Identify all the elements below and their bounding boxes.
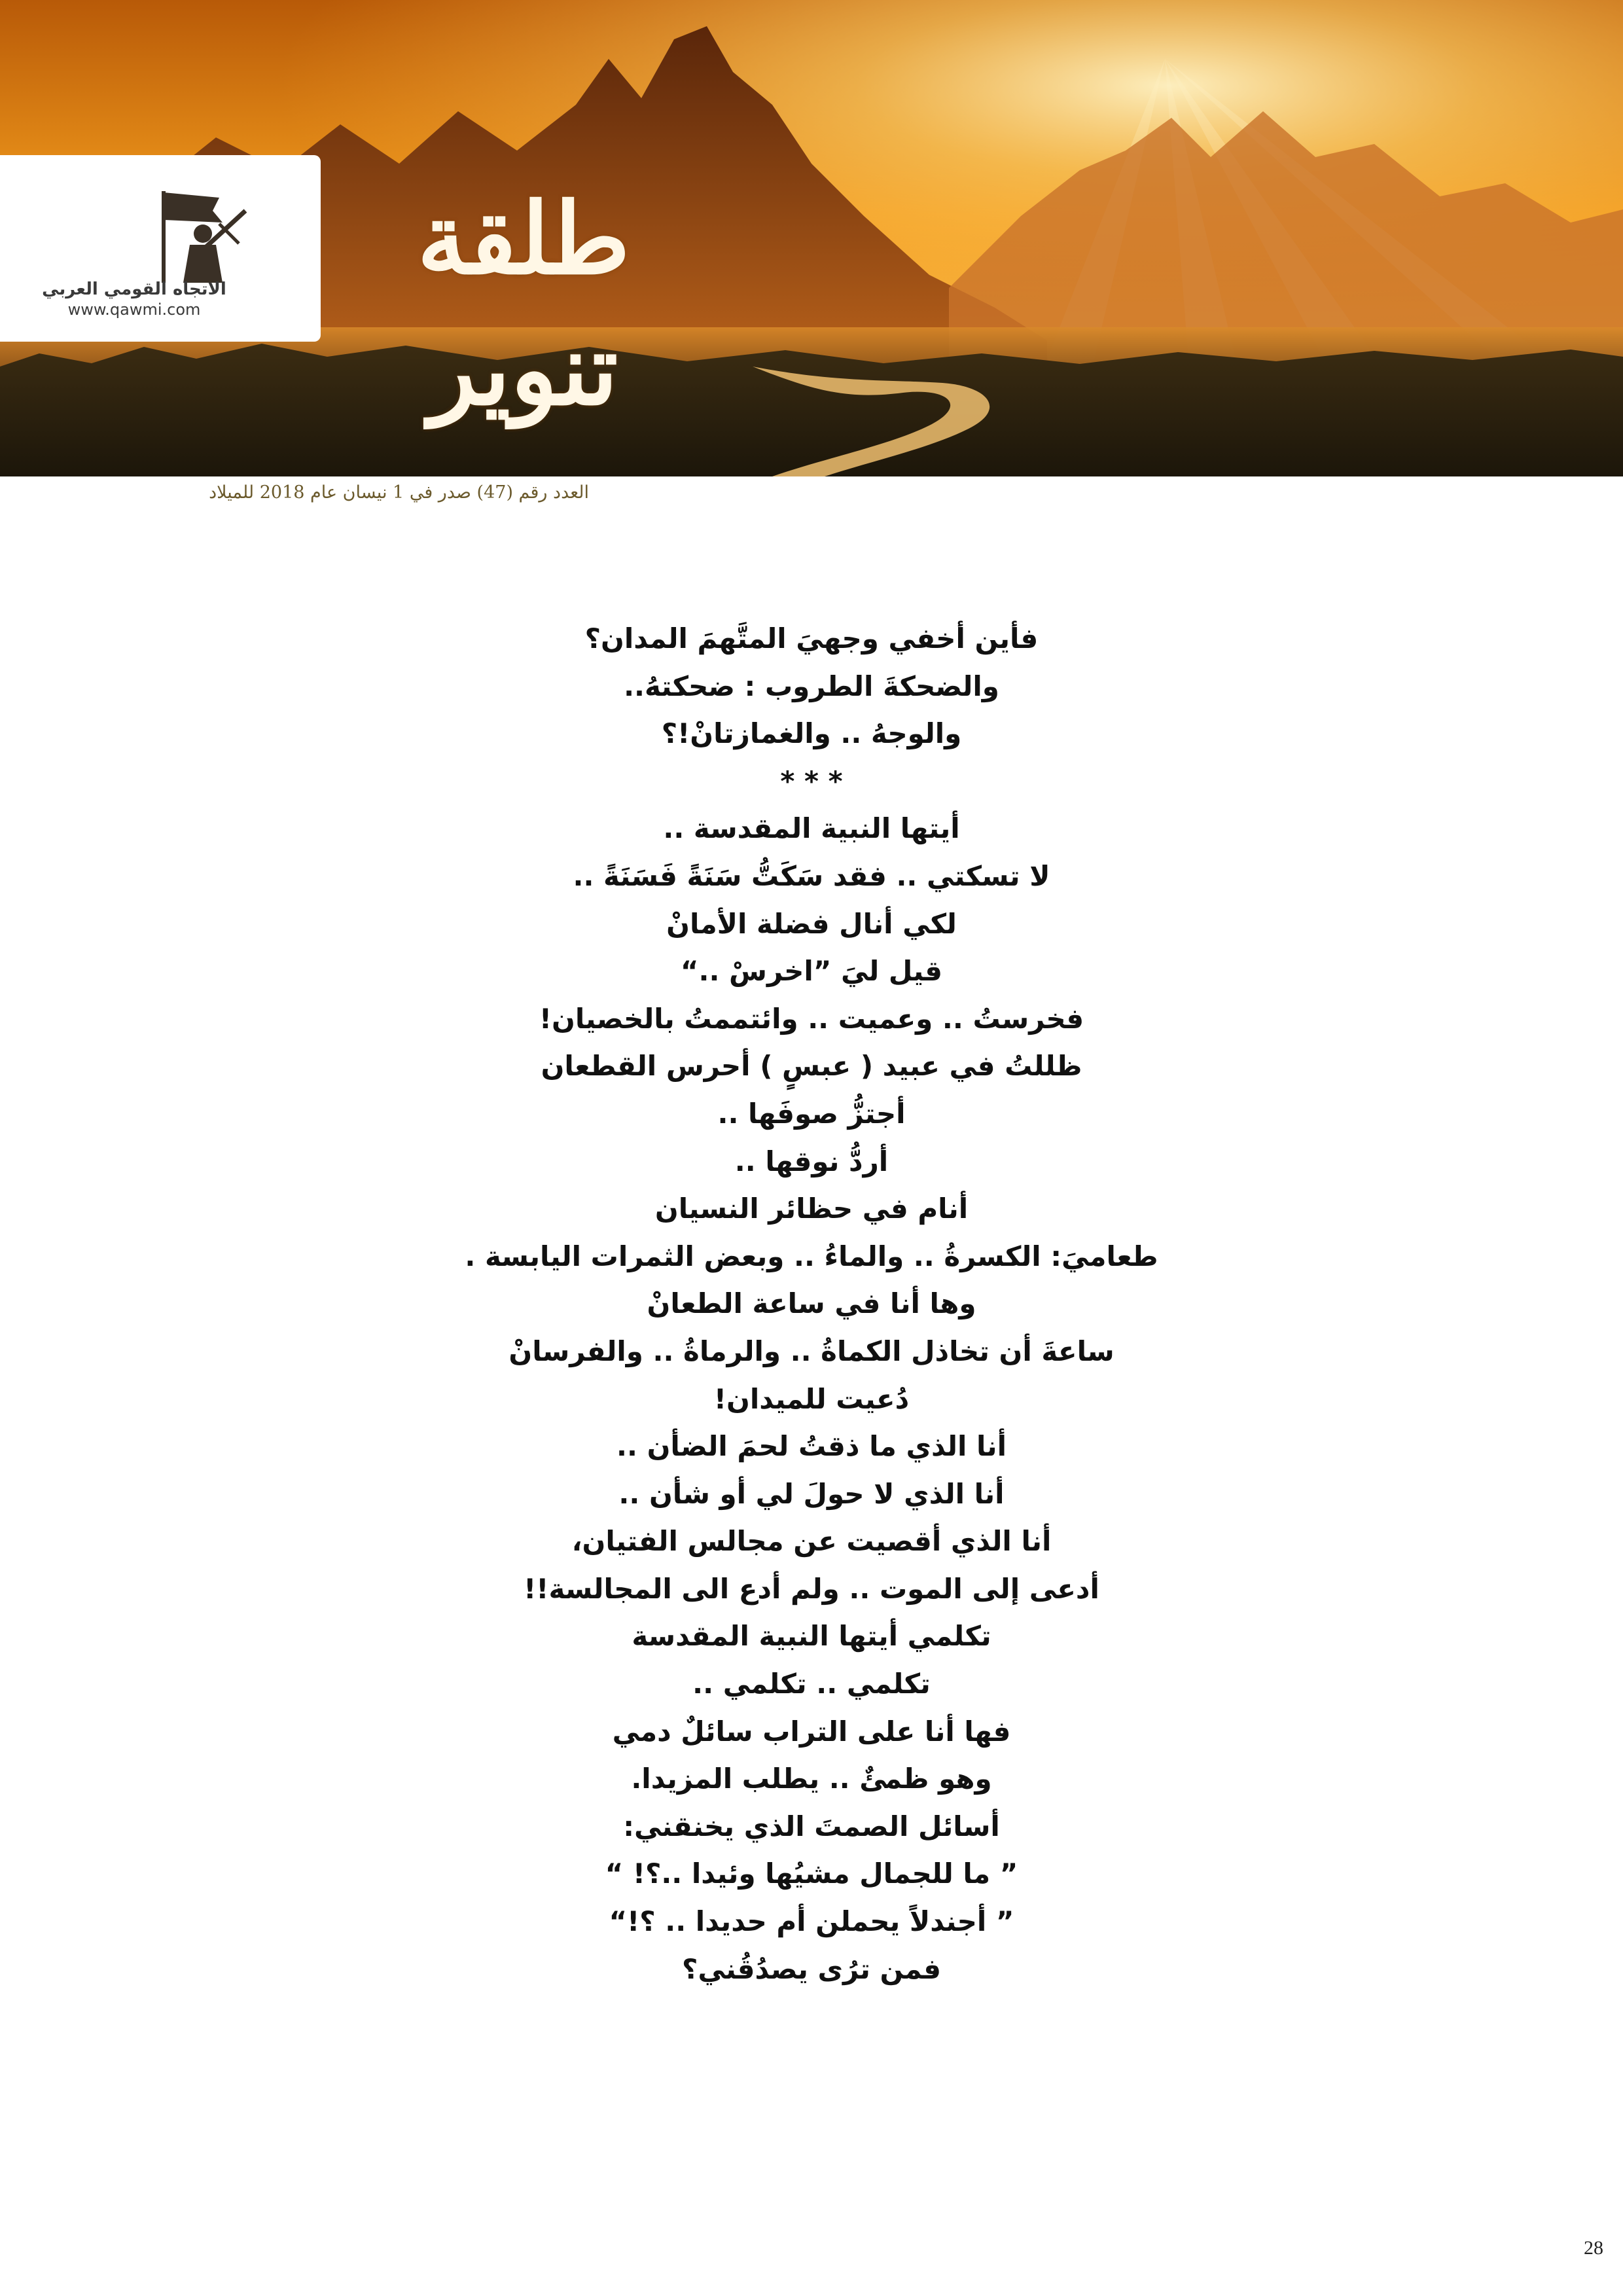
poem-line: ظللتُ في عبيد ( عبسٍ ) أحرس القطعان — [541, 1050, 1082, 1083]
logo-panel — [0, 155, 321, 342]
poem-body — [353, 615, 1270, 1993]
poem-line: لا تسكتي .. فقد سَكَتُّ سَنَةً فَسَنَةً .. — [573, 859, 1050, 892]
poem-line: أسائل الصمتَ الذي يخنقني: — [623, 1810, 1000, 1842]
poem-line: تكلمي .. تكلمي .. — [692, 1668, 931, 1700]
page-number: 28 — [1584, 2237, 1603, 2259]
logo-url: www.qawmi.com — [67, 300, 201, 319]
poem-line: دُعيت للميدان! — [713, 1382, 910, 1415]
poem-line: أيتها النبية المقدسة .. — [663, 812, 960, 845]
poem-line: طعاميَ: الكسرةُ .. والماءُ .. وبعض الثمرات اليابسة . — [465, 1240, 1158, 1272]
poem-line: لكي أنال فضلة الأمانْ — [666, 907, 957, 940]
poem-line: أنام في حظائر النسيان — [654, 1193, 969, 1225]
poem-line: * * * — [780, 764, 843, 797]
poem-line: وها أنا في ساعة الطعانْ — [647, 1287, 976, 1320]
poem-line: قيل ليَ ”اخرسْ ..“ — [680, 955, 943, 988]
poem-line: فأين أخفي وجهيَ المتَّهمَ المدان؟ — [584, 622, 1039, 655]
poem-line: والضحكةَ الطروب : ضحكتهُ.. — [624, 670, 999, 702]
magazine-title: طلقة تنوير — [417, 181, 630, 427]
poem-line: وهو ظمئٌ .. يطلب المزيدا. — [631, 1763, 992, 1795]
poem-line: فها أنا على التراب سائلٌ دمي — [612, 1715, 1011, 1748]
poem-line: أنا الذي لا حولَ لي أو شأن .. — [618, 1477, 1005, 1510]
poem-line: والوجهُ .. والغمازتانْ!؟ — [661, 717, 962, 750]
poem-line: أردُّ نوقها .. — [734, 1145, 889, 1177]
poem-line: تكلمي أيتها النبية المقدسة — [632, 1620, 991, 1653]
poem-line: أنا الذي أقصيت عن مجالس الفتيان، — [571, 1525, 1052, 1558]
poem-line: أنا الذي ما ذقتُ لحمَ الضأن .. — [616, 1430, 1007, 1463]
poem-line: أدعى إلى الموت .. ولم أدع الى المجالسة!! — [524, 1572, 1099, 1605]
logo-caption: الاتجاه القومي العربي — [42, 279, 226, 299]
poem-line: أجتزُّ صوفَها .. — [717, 1097, 906, 1130]
poem-line: ” أجندلاً يحملن أم حديدا .. ؟!“ — [609, 1905, 1014, 1938]
poem-line: فمن ترُى يصدُقُني؟ — [681, 1952, 941, 1985]
poem-line: ” ما للجمال مشيُها وئيدا ..؟! “ — [605, 1857, 1018, 1890]
flag-bearer-logo-icon — [141, 185, 252, 283]
issue-info: العدد رقم (47) صدر في 1 نيسان عام 2018 للميلاد — [209, 482, 589, 503]
poem-line: فخرستُ .. وعميت .. وائتممتُ بالخصيان! — [539, 1002, 1084, 1035]
poem-line: ساعةَ أن تخاذل الكماةُ .. والرماةُ .. والفرسانْ — [508, 1335, 1115, 1367]
